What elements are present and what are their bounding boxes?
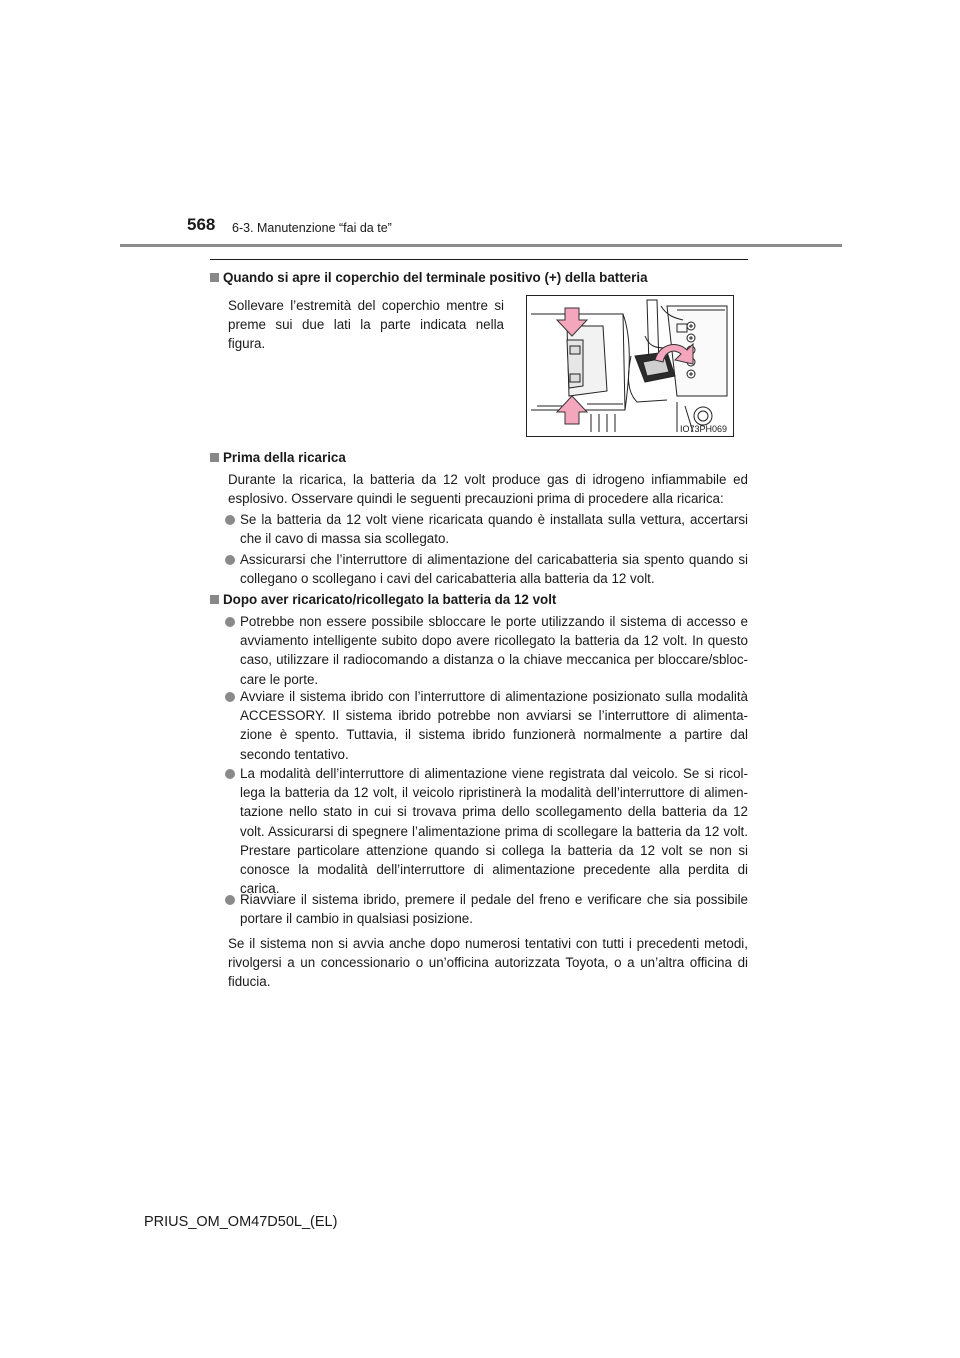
figure-code: IO73PH069 xyxy=(679,424,727,434)
footer-doc-id: PRIUS_OM_OM47D50L_(EL) xyxy=(144,1214,338,1230)
list-item xyxy=(225,890,748,928)
round-bullet-icon xyxy=(225,617,235,627)
list-item xyxy=(225,510,748,548)
list-item-text: Avviare il sistema ibrido con l’interruttore di alimentazione posizionato sulla modalità ACCESSORY. Il sistema ibrido potrebbe non avviarsi se l’interruttore di alimenta-zione è spento. Tuttavia, il sistema ibrido funzionerà normalmente a partire dal secondo tentativo. xyxy=(240,689,748,762)
battery-terminal-figure xyxy=(526,295,734,437)
list-item xyxy=(225,550,748,588)
page-number: 568 xyxy=(187,215,216,234)
list-item-text: Se la batteria da 12 volt viene ricaricata quando è installata sulla vettura, accertarsi che il cavo di massa sia scollegato. xyxy=(240,512,748,547)
round-bullet-icon xyxy=(225,769,235,779)
list-item-text: Riavviare il sistema ibrido, premere il pedale del freno e verificare che sia possibile portare il cambio in qualsiasi posizione. xyxy=(240,892,748,927)
square-bullet-icon xyxy=(210,595,219,604)
header-divider xyxy=(120,244,842,247)
closing-text: Se il sistema non si avvia anche dopo numerosi tentativi con tutti i precedenti metodi, rivolgersi a un concessionario o un’officina autorizzata Toyota, o a un’altra officina di fiducia. xyxy=(228,936,748,990)
round-bullet-icon xyxy=(225,692,235,702)
list-item-text: Assicurarsi che l’interruttore di alimentazione del caricabatteria sia spento quando si collegano o scollegano i cavi del caricabatteria alla batteria da 12 volt. xyxy=(240,552,748,587)
press-arrow-up xyxy=(557,396,587,424)
section-title: 6-3. Manutenzione “fai da te” xyxy=(232,221,392,235)
round-bullet-icon xyxy=(225,895,235,905)
section-heading-terminal-cover xyxy=(210,268,648,287)
square-bullet-icon xyxy=(210,273,219,282)
section-heading-text: Dopo aver ricaricato/ricollegato la batteria da 12 volt xyxy=(223,592,557,607)
list-item-text: La modalità dell’interruttore di alimentazione viene registrata dal veicolo. Se si ricol-lega la batteria da 12 volt, il veicolo ripristinerà la modalità dell’interruttore di alimen-tazione nello stato in cui si trovava prima dello scollegamento della batteria da 12 volt. Assicurarsi di spegnere l’alimentazione prima di scollegare la batteria da 12 volt. Prestare particolare attenzione quando si collega la batteria da 12 volt se non si conosce la modalità dell’interruttore di alimentazione precedente alla perdita di carica. xyxy=(240,766,748,897)
round-bullet-icon xyxy=(225,555,235,565)
terminal-cover-text: Sollevare l’estremità del coperchio mentre si preme sui due lati la parte indicata nella figura. xyxy=(228,298,504,352)
section-heading-text: Quando si apre il coperchio del terminale positivo (+) della batteria xyxy=(223,270,648,285)
square-bullet-icon xyxy=(210,453,219,462)
list-item xyxy=(225,612,748,689)
round-bullet-icon xyxy=(225,515,235,525)
section-heading-before-charging xyxy=(210,448,346,467)
list-item xyxy=(225,687,748,764)
content-divider xyxy=(210,259,748,260)
list-item-text: Potrebbe non essere possibile sbloccare le porte utilizzando il sistema di accesso e avviamento intelligente subito dopo avere ricollegato la batteria da 12 volt. In questo caso, utilizzare il radiocomando a distanza o la chiave meccanica per bloccare/sbloc-care le porte. xyxy=(240,614,748,687)
list-item xyxy=(225,764,748,898)
section-heading-after-charging xyxy=(210,590,556,609)
before-charging-text: Durante la ricarica, la batteria da 12 volt produce gas di idrogeno infiammabile ed esplosivo. Osservare quindi le seguenti precauzioni prima di procedere alla ricarica: xyxy=(228,472,748,507)
battery-terminal-illustration xyxy=(527,296,733,436)
section-heading-text: Prima della ricarica xyxy=(223,450,346,465)
